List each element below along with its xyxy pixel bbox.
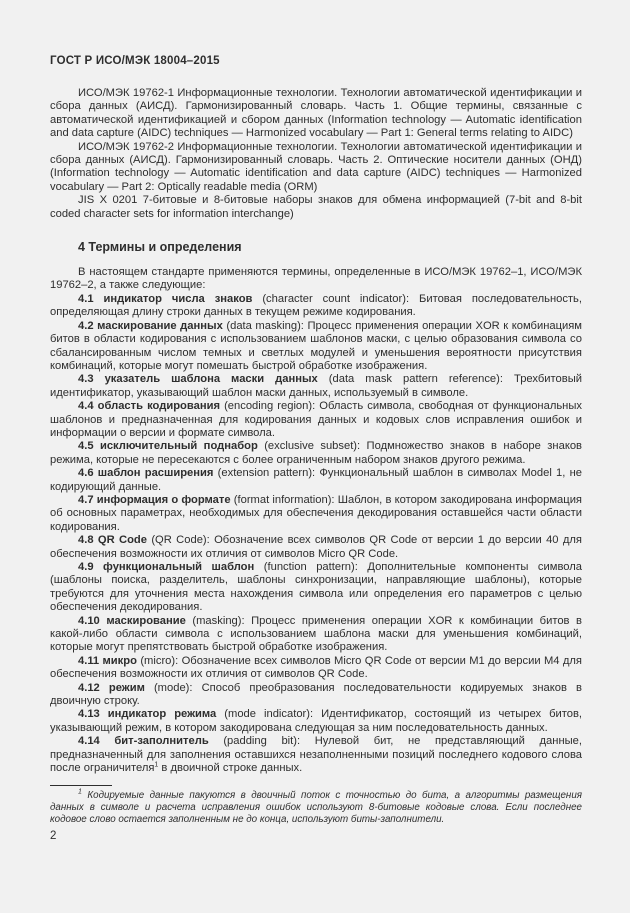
footnote-rule (50, 785, 112, 786)
term-4-7: 4.7 информация о формате (format information): Шаблон, в котором закодирована информация об основных параметрах, необходимых для обеспечения декодирования оставшейся части области кодирования. (50, 493, 582, 533)
term-4-10: 4.10 маскирование (masking): Процесс применения операции XOR к комбинации битов в какой-либо области символа с использованием шаблона маски для уменьшения комбинаций, которые могут препятствовать быстрой обработке изображения. (50, 614, 582, 654)
reference-paragraph-iso-19762-2: ИСО/МЭК 19762-2 Информационные технологии. Технологии автоматической идентификации и сбора данных (АИСД). Гармонизированный словарь. Часть 2. Оптические носители данных (ОНД) (Information technology — Automatic identification and data capture (AIDC) techniques — Harmonized vocabulary — Part 2: Optically readable media (ORM) (50, 140, 582, 193)
term-4-14: 4.14 бит-заполнитель (padding bit): Нулевой бит, не представляющий данные, предназначенный для заполнения оставшихся незаполненными позиций последнего кодового слова после ограничителя$^1$ в двоичной строке данных. (50, 735, 583, 775)
document-body (50, 87, 582, 826)
term-4-13: 4.13 индикатор режима (mode indicator): Идентификатор, состоящий из четырех битов, указывающий режим, в котором закодирована следующая за ним последовательность данных. (50, 708, 583, 734)
footnote-paragraph: $^1$ Кодируемые данные пакуются в двоичный поток с точностью до бита, а алгоритмы размещения данных в символе и расчета исправления ошибок используют 8-битовые кодовые слова. Если последнее кодовое слово остается заполненным не до конца, используют биты-заполнители. (50, 788, 582, 825)
term-4-11: 4.11 микро (micro): Обозначение всех символов Micro QR Code от версии M1 до версии M4 для обеспечения возможности их отличия от символов QR Code. (50, 654, 582, 681)
reference-paragraph-jis-x-0201: JIS X 0201 7-битовые и 8-битовые наборы знаков для обмена информацией (7-bit and 8-bit coded character sets for information interchange) (50, 194, 582, 220)
term-4-8: 4.8 QR Code (QR Code): Обозначение всех символов QR Code от версии 1 до версии 40 для обеспечения возможности их отличия от символов Micro QR Code. (50, 534, 582, 560)
document-header-standard-number: ГОСТ Р ИСО/МЭК 18004–2015 (50, 55, 220, 67)
term-4-1: 4.1 индикатор числа знаков (character count indicator): Битовая последовательность, определяющая длину строки данных в текущем режиме кодирования. (50, 292, 582, 319)
term-4-5: 4.5 исключительный поднабор (exclusive subset): Подмножество знаков в наборе знаков режима, которые не пересекаются с более ограниченным набором знаков другого режима. (50, 440, 582, 466)
term-4-12: 4.12 режим (mode): Способ преобразования последовательности кодируемых знаков в двоичную строку. (50, 681, 582, 708)
term-4-9: 4.9 функциональный шаблон (function pattern): Дополнительные компоненты символа (шаблоны поиска, разделитель, шаблоны синхронизации, направляющие шаблоны), которые требуются для уточнения места нахождения символа или определения его параметров с целью обеспечения декодирования. (50, 561, 582, 614)
section-heading-terms: 4 Термины и определения (78, 240, 242, 255)
reference-paragraph-iso-19762-1: ИСО/МЭК 19762-1 Информационные технологии. Технологии автоматической идентификации и сбора данных (АИСД). Гармонизированный словарь. Часть 1. Общие термины, связанные с автоматической идентификацией и сбором данных (Information technology — Automatic identification and data capture (AIDC) techniques — Harmonized vocabulary — Part 1: General terms relating to AIDC) (50, 87, 582, 140)
terms-intro-paragraph: В настоящем стандарте применяются термины, определенные в ИСО/МЭК 19762–1, ИСО/МЭК 19762–2, а также следующие: (50, 266, 582, 292)
term-4-4: 4.4 область кодирования (encoding region): Область символа, свободная от функциональных шаблонов и предназначенная для кодирования данных и кодовых слов исправления ошибок и информации о версии и формате символа. (50, 400, 582, 439)
term-4-6: 4.6 шаблон расширения (extension pattern): Функциональный шаблон в символах Model 1, не кодирующий данные. (50, 467, 582, 493)
page-number: 2 (50, 829, 57, 842)
term-4-2: 4.2 маскирование данных (data masking): Процесс применения операции XOR к комбинациям битов в области кодирования с использованием шаблонов маски, с целью образования символа со сбалансированным числом темных и светлых модулей и уменьшения вероятности присутствия комбинаций, которые могут помешать быстрой обработке изображения. (50, 319, 582, 372)
term-4-3: 4.3 указатель шаблона маски данных (data mask pattern reference): Трехбитовый идентификатор, указывающий шаблон маски данных, используемый в символе. (50, 373, 582, 399)
